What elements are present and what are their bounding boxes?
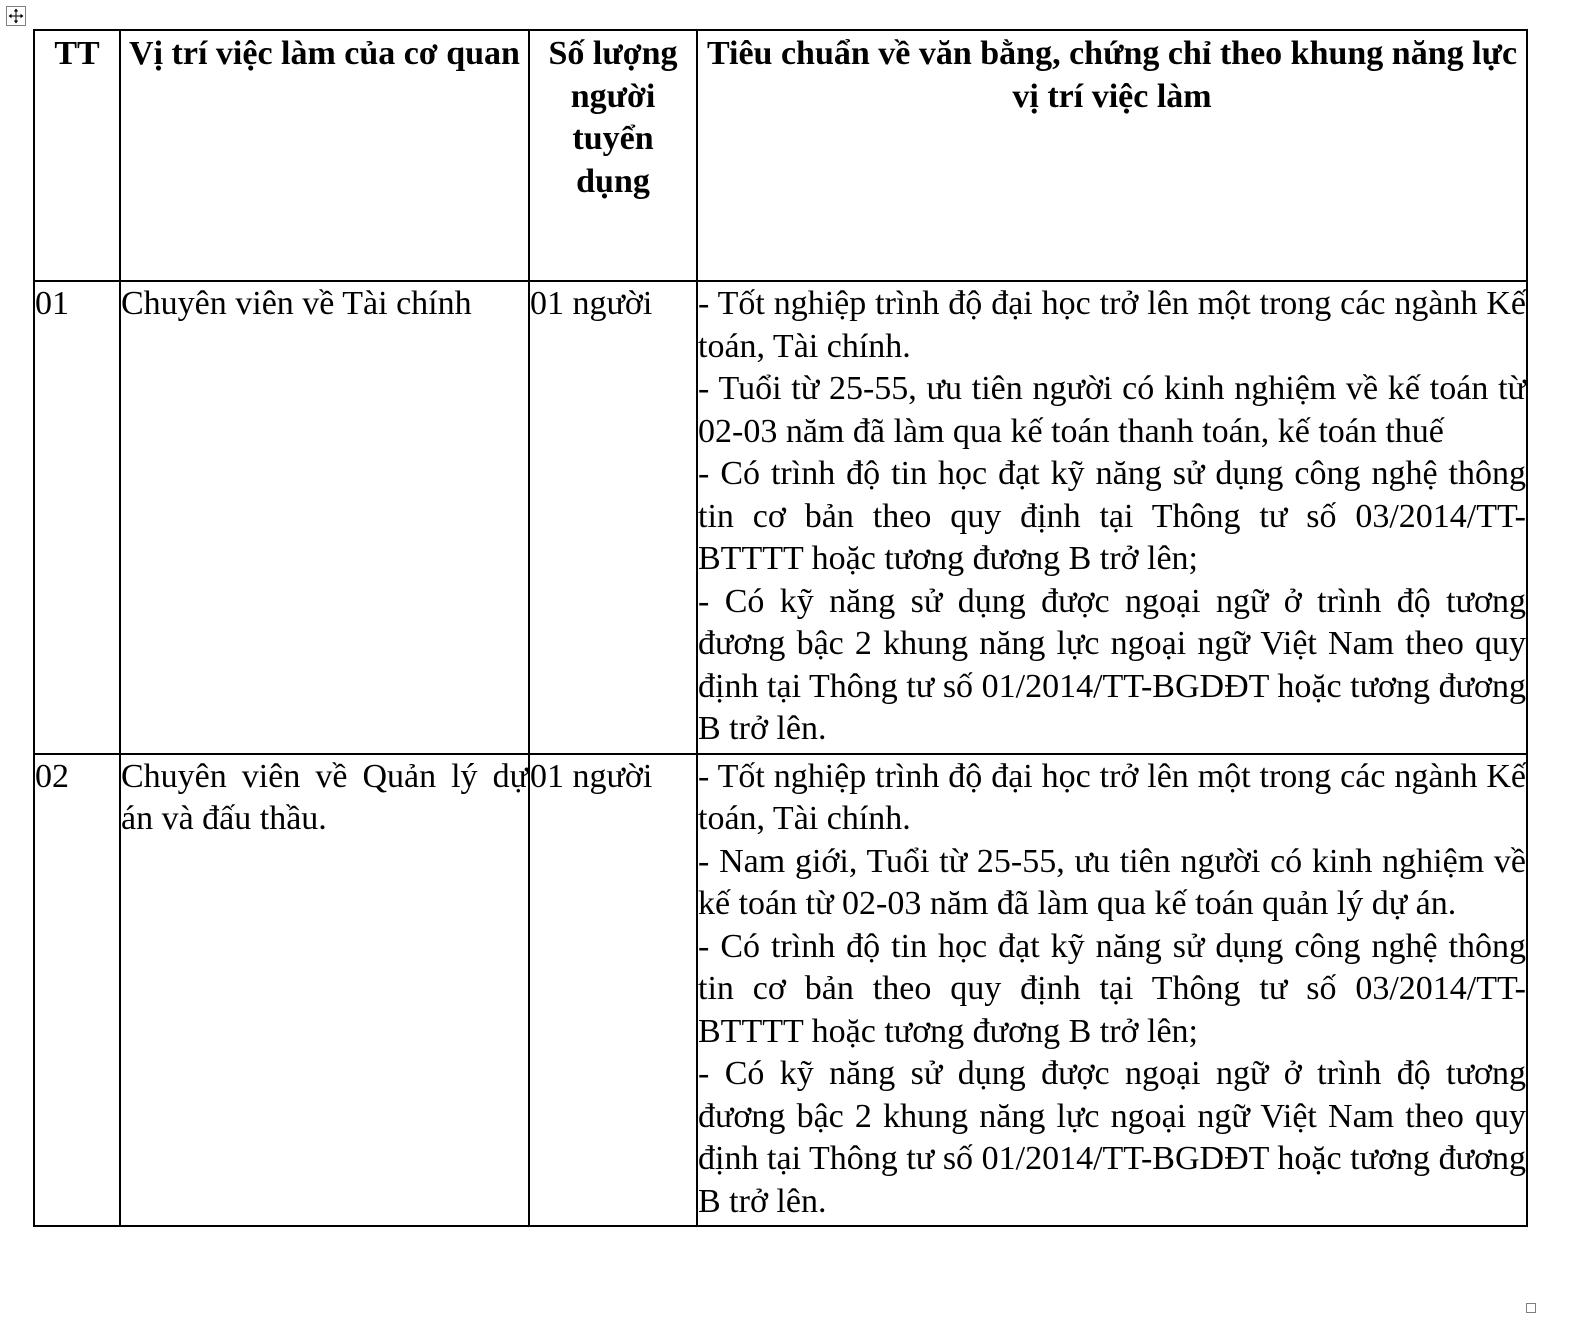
requirement-line: - Tốt nghiệp trình độ đại học trở lên một trong các ngành Kế toán, Tài chính.: [698, 285, 1526, 365]
requirement-line: - Tuổi từ 25-55, ưu tiên người có kinh nghiệm về kế toán từ 02-03 năm đã làm qua kế toán thanh toán, kế toán thuế: [698, 370, 1526, 450]
header-tt: TT: [34, 30, 120, 281]
table-row: [34, 281, 1527, 754]
table-row: [34, 754, 1527, 1227]
row-position: Chuyên viên về Quản lý dự án và đấu thầu.: [120, 754, 529, 1227]
recruitment-table: [33, 29, 1528, 1227]
header-count: Số lượng người tuyển dụng: [529, 30, 697, 281]
table-move-handle[interactable]: [6, 6, 26, 26]
table-header-row: [34, 30, 1527, 281]
header-standards: Tiêu chuẩn về văn bằng, chứng chỉ theo khung năng lực vị trí việc làm: [697, 30, 1527, 281]
header-position: Vị trí việc làm của cơ quan: [120, 30, 529, 281]
row-standards: [697, 281, 1527, 754]
row-count: 01 người: [529, 754, 697, 1227]
row-tt: 01: [34, 281, 120, 754]
row-position: Chuyên viên về Tài chính: [120, 281, 529, 754]
table-resize-handle[interactable]: [1526, 1303, 1536, 1313]
row-standards: [697, 754, 1527, 1227]
move-icon: [8, 8, 24, 24]
row-tt: 02: [34, 754, 120, 1227]
requirement-line: - Nam giới, Tuổi từ 25-55, ưu tiên người có kinh nghiệm về kế toán từ 02-03 năm đã làm qua kế toán quản lý dự án.: [698, 842, 1526, 922]
row-count: 01 người: [529, 281, 697, 754]
requirement-line: - Có kỹ năng sử dụng được ngoại ngữ ở trình độ tương đương bậc 2 khung năng lực ngoại ngữ Việt Nam theo quy định tại Thông tư số 01/2014/TT-BGDĐT hoặc tương đương B trở lên.: [698, 582, 1526, 747]
requirement-line: - Có trình độ tin học đạt kỹ năng sử dụng công nghệ thông tin cơ bản theo quy định tại Thông tư số 03/2014/TT-BTTTT hoặc tương đương B trở lên;: [698, 927, 1526, 1050]
requirement-line: - Tốt nghiệp trình độ đại học trở lên một trong các ngành Kế toán, Tài chính.: [698, 757, 1526, 837]
requirement-line: - Có kỹ năng sử dụng được ngoại ngữ ở trình độ tương đương bậc 2 khung năng lực ngoại ngữ Việt Nam theo quy định tại Thông tư số 01/2014/TT-BGDĐT hoặc tương đương B trở lên.: [698, 1055, 1526, 1220]
requirement-line: - Có trình độ tin học đạt kỹ năng sử dụng công nghệ thông tin cơ bản theo quy định tại Thông tư số 03/2014/TT-BTTTT hoặc tương đương B trở lên;: [698, 455, 1526, 577]
